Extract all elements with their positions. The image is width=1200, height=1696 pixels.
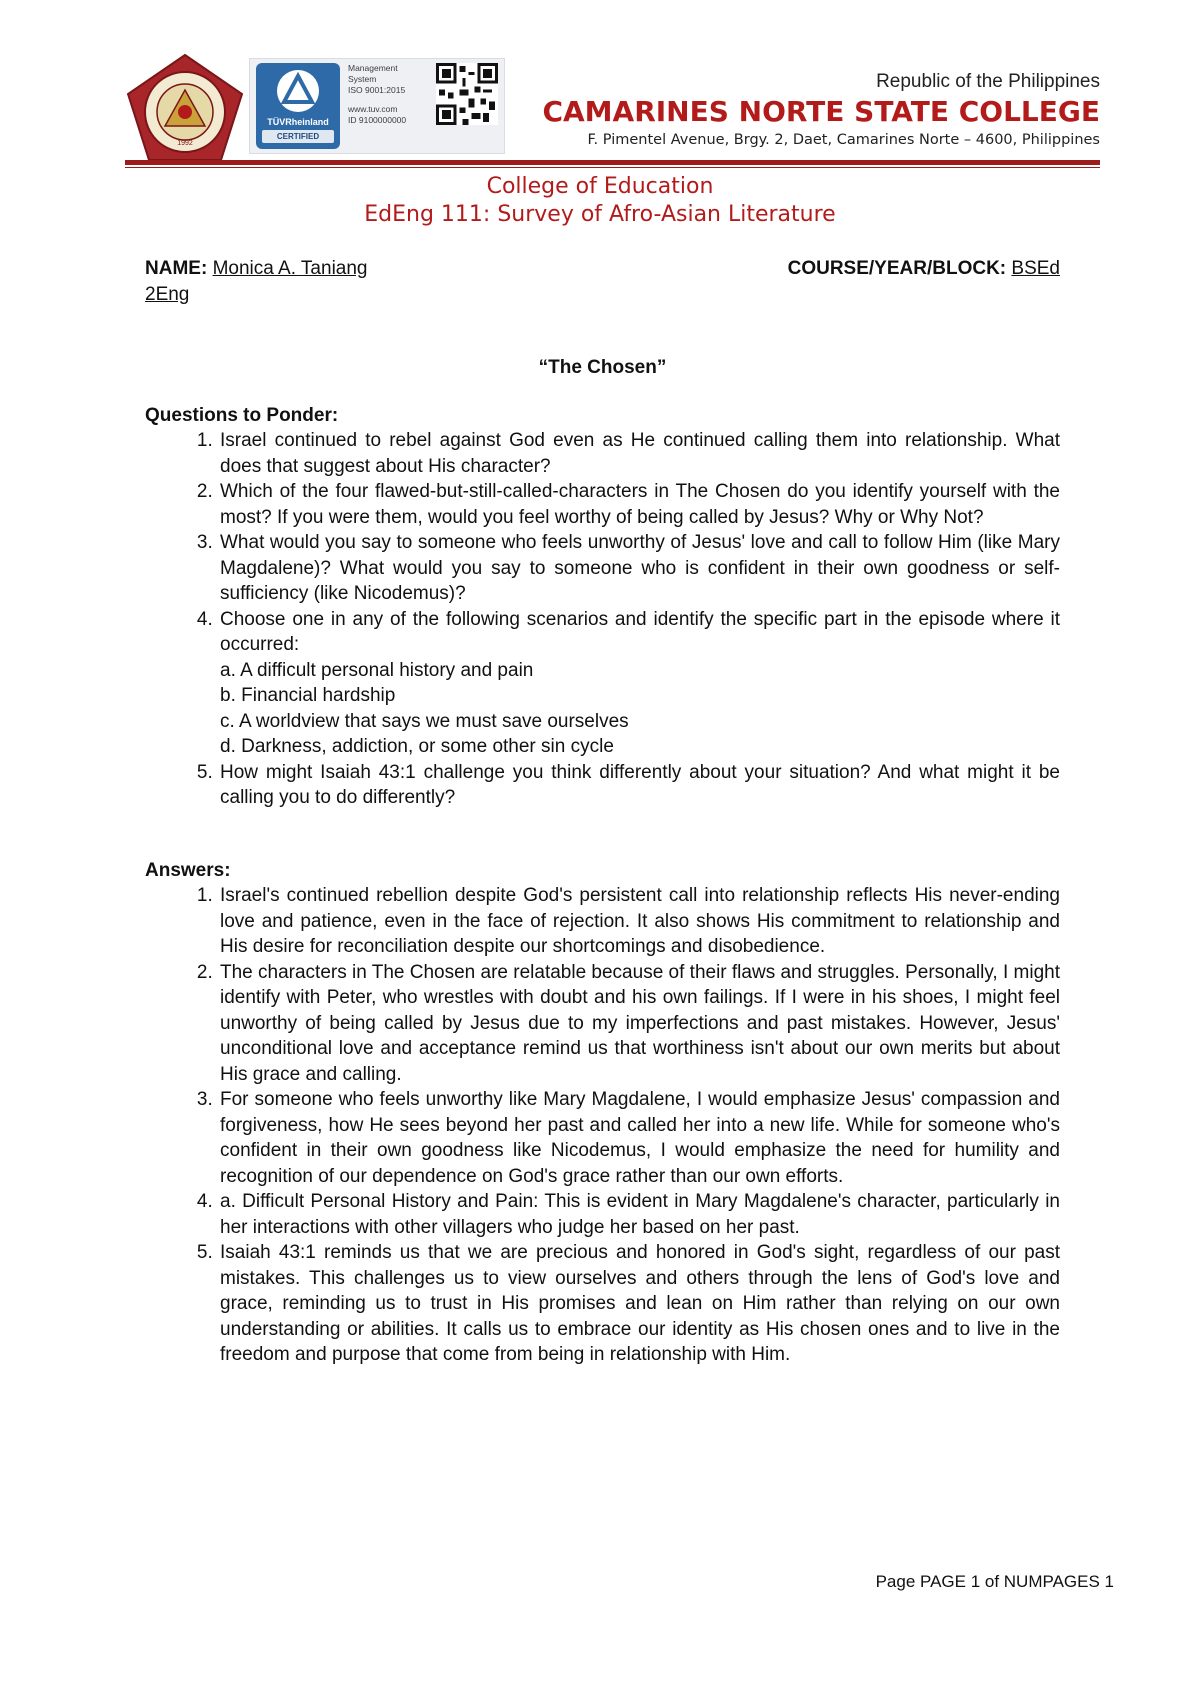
- cert-line: www.tuv.com: [348, 104, 398, 114]
- scenario-option: c. A worldview that says we must save ourselves: [220, 710, 629, 732]
- name-value: Monica A. Taniang: [212, 258, 368, 279]
- course-value: BSEd: [1011, 258, 1060, 279]
- cert-line: ISO 9001:2015: [348, 85, 406, 95]
- subject-title: EdEng 111: Survey of Afro-Asian Literature: [364, 202, 836, 227]
- scenario-option: d. Darkness, addiction, or some other sin cycle: [220, 736, 614, 757]
- tuv-name: TÜVRheinland: [267, 117, 329, 127]
- institution-header: [542, 70, 1100, 150]
- answers-heading: Answers:: [145, 859, 231, 881]
- question-item: 2. Which of the four flawed-but-still-called-characters in The Chosen do you identify yourself with the most? If you were them, would you feel worthy of being called by Jesus? Why or Why Not?: [218, 479, 1060, 530]
- page-footer: Page PAGE 1 of NUMPAGES 1: [875, 1572, 1114, 1591]
- college-name: CAMARINES NORTE STATE COLLEGE: [542, 95, 1100, 128]
- cert-line: Management: [348, 63, 398, 73]
- qr-code-icon: [436, 63, 498, 125]
- college-seal-logo: [125, 52, 245, 164]
- department-title: College of Education: [486, 174, 714, 199]
- course-value-continued: 2Eng: [145, 283, 190, 305]
- svg-text:1992: 1992: [177, 140, 193, 147]
- question-item: 5. How might Isaiah 43:1 challenge you think differently about your situation? And what might it be calling you to do differently?: [218, 760, 1060, 811]
- question-item: 3. What would you say to someone who feels unworthy of Jesus' love and call to follow Him (like Mary Magdalene)? What would you say to someone who is confident in their own goodness or self-sufficiency (like Nicodemus)?: [218, 530, 1060, 607]
- cert-details: [348, 63, 428, 126]
- header-divider: [125, 160, 1100, 165]
- scenario-option: a. A difficult personal history and pain: [220, 659, 534, 681]
- question-item: 1. Israel continued to rebel against God even as He continued calling them into relationship. What does that suggest about His character?: [218, 428, 1060, 479]
- course-label: COURSE/YEAR/BLOCK:: [787, 258, 1007, 279]
- tuv-certified-label: CERTIFIED: [262, 130, 334, 143]
- student-info-line: [145, 256, 1060, 282]
- answer-item: 3. For someone who feels unworthy like Mary Magdalene, I would emphasize Jesus' compassion and forgiveness, how He sees beyond her past and called her into a new life. While for someone who's confident in their own goodness like Nicodemus, I would emphasize the need for humility and recognition of our dependence on God's grace rather than our own efforts.: [218, 1087, 1060, 1189]
- answer-item: 1. Israel's continued rebellion despite God's persistent call into relationship reflects His never-ending love and patience, even in the face of rejection. It also shows His commitment to relationship and His desire for reconciliation despite our shortcomings and disobedience.: [218, 883, 1060, 960]
- answer-item: 5. Isaiah 43:1 reminds us that we are precious and honored in God's sight, regardless of our past mistakes. This challenges us to view ourselves and others through the lens of God's love and grace, reminding us to trust in His promises and lean on Him rather than relying on our own understanding or abilities. It calls us to embrace our identity as His chosen ones and to live in the freedom and purpose that come from being in relationship with Him.: [218, 1240, 1060, 1368]
- name-label: NAME:: [145, 258, 208, 279]
- questions-heading: Questions to Ponder:: [145, 404, 339, 426]
- question-item: 4. Choose one in any of the following scenarios and identify the specific part in the episode where it occurred: a. A difficult personal history and pain b. Financial hardship c. A worldview that says we must save ourselves d. Darkness, addiction, or some other sin cycle: [218, 607, 1060, 760]
- document-title: “The Chosen”: [538, 357, 667, 378]
- document-body: [145, 256, 1060, 1368]
- answers-list: [145, 883, 1060, 1368]
- college-address: F. Pimentel Avenue, Brgy. 2, Daet, Camarines Norte – 4600, Philippines: [587, 132, 1100, 148]
- republic-line: Republic of the Philippines: [876, 71, 1100, 92]
- header-divider-thin: [125, 167, 1100, 168]
- iso-certification-block: [249, 58, 505, 154]
- course-field: [788, 256, 1060, 282]
- name-field: [145, 256, 368, 282]
- cert-line: ID 9100000000: [348, 115, 407, 125]
- cert-line: System: [348, 74, 377, 84]
- questions-list: [145, 428, 1060, 811]
- tuv-triangle-icon: [274, 69, 322, 113]
- scenario-option: b. Financial hardship: [220, 685, 396, 706]
- tuv-certified-badge: [256, 63, 340, 149]
- answer-item: 2. The characters in The Chosen are relatable because of their flaws and struggles. Personally, I might identify with Peter, who wrestles with doubt and his own failings. If I were in his shoes, I might feel unworthy of being called by Jesus due to my imperfections and past mistakes. However, Jesus' unconditional love and acceptance remind us that worthiness isn't about our own merits but about His grace and calling.: [218, 960, 1060, 1088]
- answer-item: 4. a. Difficult Personal History and Pain: This is evident in Mary Magdalene's character, particularly in her interactions with other villagers who judge her based on her past.: [218, 1189, 1060, 1240]
